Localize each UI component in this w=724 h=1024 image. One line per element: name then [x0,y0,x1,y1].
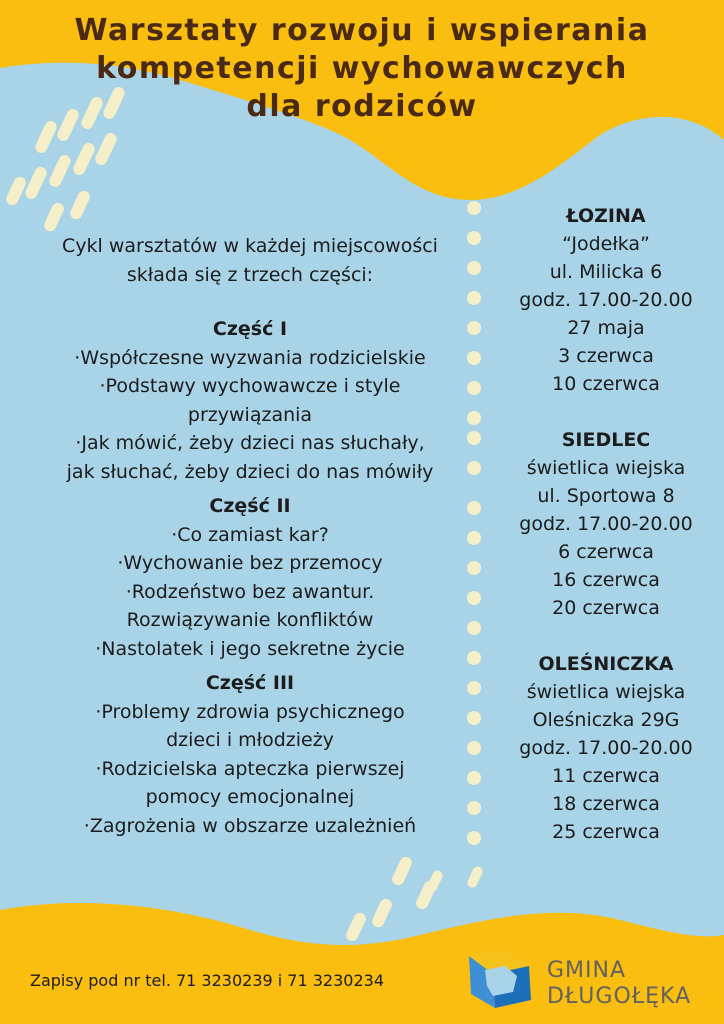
locations-column [496,202,716,846]
part-1 [8,315,492,486]
part-1-item: ·Jak mówić, żeby dzieci nas słuchały, [75,432,425,454]
location-venue: świetlica wiejska [526,457,686,479]
intro-line-2: składa się z trzech części: [126,263,374,286]
program-column [8,232,492,840]
location-date: 16 czerwca [552,569,660,591]
part-2-item: ·Nastolatek i jego sekretne życie [95,637,405,660]
location-address: ul. Sportowa 8 [537,485,675,507]
part-2-item: Rozwiązywanie konfliktów [126,609,374,631]
part-2-item: ·Co zamiast kar? [171,523,329,546]
location-hours: godz. 17.00-20.00 [519,737,693,759]
location-date: 3 czerwca [558,345,654,367]
location-date: 11 czerwca [552,765,660,787]
part-2 [8,492,492,663]
part-2-heading: Część II [209,495,291,517]
part-2-item: ·Wychowanie bez przemocy [117,552,383,574]
location-hours: godz. 17.00-20.00 [519,513,693,535]
part-3-item: ·Zagrożenia w obszarze uzależnień [83,814,417,837]
gmina-dlugoleka-logo-mark-icon [465,948,537,1014]
location-date: 20 czerwca [552,597,660,619]
location-hours: godz. 17.00-20.00 [519,289,693,311]
part-3-item: dzieci i młodzieży [166,729,334,751]
location-olesniczka [496,650,716,846]
intro-text [8,232,492,289]
part-3-item: pomocy emocjonalnej [145,786,355,808]
logo-wordmark [547,958,691,1010]
part-1-item: ·Podstawy wychowawcze i style [99,375,401,397]
part-3-item: ·Rodzicielska apteczka pierwszej [95,757,405,780]
location-date: 6 czerwca [558,541,654,563]
part-1-item: przywiązania [187,403,313,426]
part-3-item: ·Problemy zdrowia psychicznego [95,700,405,723]
location-address: Oleśniczka 29G [532,709,680,731]
title-line-1: Warsztaty rozwoju i wspierania [74,13,650,48]
location-lozina [496,202,716,398]
title-line-3: dla rodziców [246,89,478,124]
title-line-2: kompetencji wychowawczych [96,51,628,86]
part-1-heading: Część I [212,318,288,340]
location-siedlec [496,426,716,622]
gmina-logo [465,948,715,1018]
location-venue: “Jodełka” [562,233,650,255]
location-name: SIEDLEC [561,429,651,451]
part-3-heading: Część III [205,672,295,694]
location-date: 27 maja [567,317,645,339]
intro-line-1: Cykl warsztatów w każdej miejscowości [62,235,438,257]
part-1-item: jak słuchać, żeby dzieci do nas mówiły [66,460,434,483]
page-title [0,12,724,126]
registration-info: Zapisy pod nr tel. 71 3230239 i 71 3230234 [30,971,385,990]
location-date: 10 czerwca [552,373,660,395]
logo-line-1: GMINA [547,958,627,983]
location-name: ŁOZINA [566,205,646,227]
logo-line-2: DŁUGOŁĘKA [547,984,692,1009]
part-1-item: ·Współczesne wyzwania rodzicielskie [74,346,426,369]
location-date: 18 czerwca [552,793,660,815]
location-address: ul. Milicka 6 [549,261,663,283]
location-name: OLEŚNICZKA [538,653,674,675]
part-2-item: ·Rodzeństwo bez awantur. [125,580,375,603]
location-date: 25 czerwca [552,821,660,843]
part-3 [8,669,492,840]
location-venue: świetlica wiejska [526,681,686,703]
